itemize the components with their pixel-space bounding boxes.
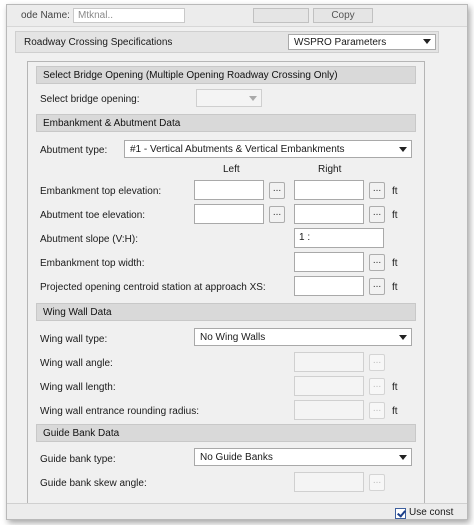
section-title: Wing Wall Data [43, 307, 112, 318]
abutment-toe-elevation-left-input[interactable] [194, 204, 264, 224]
chevron-down-icon [423, 39, 431, 44]
use-const-checkbox[interactable] [395, 508, 406, 519]
embankment-top-width-browse-button[interactable]: ... [369, 254, 385, 271]
roadway-crossing-specifications-header [15, 31, 439, 53]
unit-label: ft [392, 382, 398, 393]
wing-wall-angle-browse-button[interactable]: ... [369, 354, 385, 371]
section-embankment-abutment [36, 114, 416, 132]
method-dropdown-value: WSPRO Parameters [294, 37, 387, 48]
abutment-type-dropdown[interactable] [124, 140, 412, 158]
embankment-top-elevation-right-browse-button[interactable]: ... [369, 182, 385, 199]
dialog-window [6, 4, 468, 520]
guide-bank-type-value: No Guide Banks [200, 452, 273, 463]
unit-label: ft [392, 406, 398, 417]
section-wing-wall [36, 303, 416, 321]
embankment-top-elevation-label: Embankment top elevation: [40, 186, 162, 197]
chevron-down-icon [399, 147, 407, 152]
column-right-header: Right [318, 164, 342, 175]
unit-label: ft [392, 186, 398, 197]
section-title: Select Bridge Opening (Multiple Opening Roadway Crossing Only) [43, 70, 338, 81]
unit-label: ft [392, 210, 398, 221]
section-title: Embankment & Abutment Data [43, 118, 181, 129]
chevron-down-icon [249, 96, 257, 101]
chevron-down-icon [399, 455, 407, 460]
unit-label: ft [392, 258, 398, 269]
projected-centroid-input[interactable] [294, 276, 364, 296]
abutment-slope-label: Abutment slope (V:H): [40, 234, 139, 245]
wing-wall-type-value: No Wing Walls [200, 332, 266, 343]
section-title: Guide Bank Data [43, 428, 120, 439]
wing-wall-length-label: Wing wall length: [40, 382, 116, 393]
wing-wall-type-label: Wing wall type: [40, 334, 108, 345]
guide-bank-type-label: Guide bank type: [40, 454, 116, 465]
abutment-slope-value: 1 : [299, 232, 311, 243]
embankment-top-elevation-left-browse-button[interactable]: ... [269, 182, 285, 199]
wing-wall-radius-label: Wing wall entrance rounding radius: [40, 406, 199, 417]
wspro-parameters-panel [27, 61, 425, 520]
wing-wall-angle-input[interactable] [294, 352, 364, 372]
method-dropdown[interactable] [288, 34, 436, 50]
check-icon [397, 508, 406, 517]
projected-centroid-label: Projected opening centroid station at approach XS: [40, 282, 266, 293]
section-select-bridge-opening [36, 66, 416, 84]
guide-bank-type-dropdown[interactable] [194, 448, 412, 466]
abutment-toe-elevation-right-input[interactable] [294, 204, 364, 224]
top-button[interactable] [253, 8, 309, 23]
node-name-label: ode Name: [21, 10, 70, 21]
select-bridge-opening-dropdown[interactable] [196, 89, 262, 107]
embankment-top-elevation-right-input[interactable] [294, 180, 364, 200]
abutment-type-value: #1 - Vertical Abutments & Vertical Embankments [130, 144, 345, 155]
spec-title: Roadway Crossing Specifications [24, 37, 173, 48]
abutment-toe-elevation-right-browse-button[interactable]: ... [369, 206, 385, 223]
embankment-top-width-label: Embankment top width: [40, 258, 145, 269]
embankment-top-width-input[interactable] [294, 252, 364, 272]
select-bridge-opening-label: Select bridge opening: [40, 94, 140, 105]
guide-bank-skew-angle-browse-button[interactable]: ... [369, 474, 385, 491]
wing-wall-radius-browse-button[interactable]: ... [369, 402, 385, 419]
wing-wall-angle-label: Wing wall angle: [40, 358, 113, 369]
embankment-top-elevation-left-input[interactable] [194, 180, 264, 200]
copy-button[interactable]: Copy [313, 8, 373, 23]
column-left-header: Left [223, 164, 240, 175]
section-guide-bank [36, 424, 416, 442]
node-name-field[interactable]: Mtknal.. [73, 8, 185, 23]
wing-wall-length-browse-button[interactable]: ... [369, 378, 385, 395]
abutment-type-label: Abutment type: [40, 145, 108, 156]
abutment-slope-input[interactable] [294, 228, 384, 248]
projected-centroid-browse-button[interactable]: ... [369, 278, 385, 295]
wing-wall-type-dropdown[interactable] [194, 328, 412, 346]
guide-bank-skew-angle-input[interactable] [294, 472, 364, 492]
chevron-down-icon [399, 335, 407, 340]
wing-wall-length-input[interactable] [294, 376, 364, 396]
use-const-label: Use const [409, 507, 454, 518]
abutment-toe-elevation-label: Abutment toe elevation: [40, 210, 146, 221]
unit-label: ft [392, 282, 398, 293]
wing-wall-radius-input[interactable] [294, 400, 364, 420]
top-strip [7, 5, 467, 27]
abutment-toe-elevation-left-browse-button[interactable]: ... [269, 206, 285, 223]
guide-bank-skew-angle-label: Guide bank skew angle: [40, 478, 147, 489]
